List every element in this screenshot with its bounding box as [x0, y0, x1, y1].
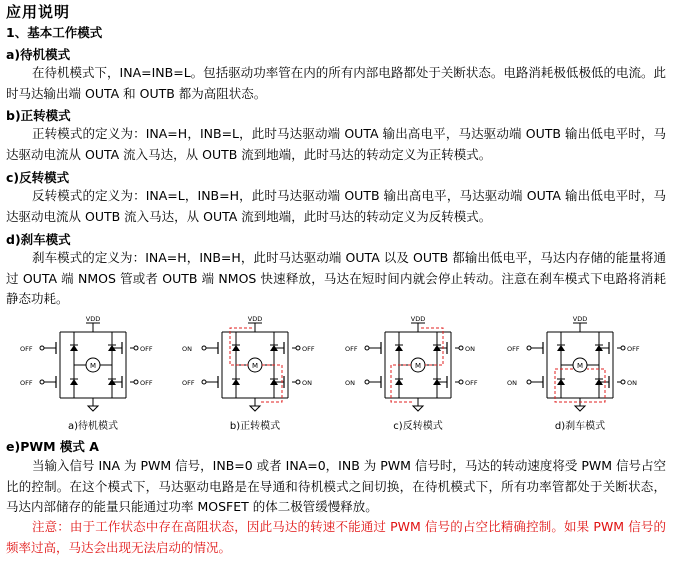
- forward-heading: b)正转模式: [6, 108, 71, 123]
- brake-text: 刹车模式的定义为：INA=H，INB=H，此时马达驱动端 OUTA 以及 OUTB 都输出低电平，马达内存储的能量将通过 OUTA 端 NMOS 管或者 OUTB 端 NMOS 快速释放，马达在短时间内就会停止转动。注意在刹车模式下电路将消耗静态功耗。: [6, 250, 666, 306]
- vdd-label: VDD: [410, 315, 426, 323]
- diagram-caption: d)刹车模式: [554, 421, 606, 432]
- vdd-label: VDD: [572, 315, 588, 323]
- motor-label: M: [251, 362, 259, 370]
- diagram-caption: c)反转模式: [393, 421, 443, 432]
- reverse-heading: c)反转模式: [6, 170, 70, 185]
- pwm-note: 注意：由于工作状态中存在高阻状态，因此马达的转速不能通过 PWM 信号的占空比精确控制。如果 PWM 信号的频率过高，马达会出现无法启动的情况。: [6, 519, 666, 555]
- gate-label-top-right: ON: [465, 345, 475, 353]
- h-bridge-svg: [343, 312, 493, 417]
- vdd-label: VDD: [247, 315, 263, 323]
- gate-label-top-left: ON: [182, 345, 192, 353]
- brake-heading: d)刹车模式: [6, 232, 71, 247]
- motor-label: M: [576, 362, 584, 370]
- forward-text: 正转模式的定义为：INA=H，INB=L，此时马达驱动端 OUTA 输出高电平，马达驱动端 OUTB 输出低电平时，马达驱动电流从 OUTA 流入马达，从 OUTB 流到地端，此时马达的转动定义为正转模式。: [6, 126, 666, 162]
- gate-label-bottom-right: OFF: [465, 379, 478, 387]
- gate-label-top-left: OFF: [20, 345, 33, 353]
- motor-label: M: [414, 362, 422, 370]
- standby-heading: a)待机模式: [6, 47, 71, 62]
- gate-label-bottom-right: ON: [627, 379, 637, 387]
- diagram-caption: b)正转模式: [229, 421, 281, 432]
- gate-label-bottom-right: OFF: [140, 379, 153, 387]
- h-bridge-diagram: [505, 312, 655, 432]
- pwm-text: 当输入信号 INA 为 PWM 信号，INB=0 或者 INA=0，INB 为 PWM 信号时，马达的转动速度将受 PWM 信号占空比的控制。在这个模式下，马达驱动电路是在导通和待机模式之间切换，在待机模式下，所有功率管都处于关断状态，马达内部储存的能量只能通过功率 MOSFET 的体二极管缓慢释放。: [6, 458, 667, 514]
- standby-text: 在待机模式下，INA=INB=L。包括驱动功率管在内的所有内部电路都处于关断状态。电路消耗极低极低的电流。此时马达输出端 OUTA 和 OUTB 都为高阻状态。: [6, 65, 666, 101]
- gate-label-bottom-right: ON: [302, 379, 312, 387]
- h-bridge-diagram: [18, 312, 168, 432]
- vdd-label: VDD: [85, 315, 101, 323]
- ground-icon: [88, 406, 98, 411]
- pwm-heading: e)PWM 模式 A: [6, 439, 99, 454]
- ground-icon: [250, 406, 260, 411]
- section-heading: 1、基本工作模式: [6, 25, 103, 40]
- h-bridge-svg: [505, 312, 655, 417]
- gate-label-bottom-left: ON: [345, 379, 355, 387]
- h-bridge-svg: [180, 312, 330, 417]
- ground-icon: [575, 406, 585, 411]
- gate-label-bottom-left: OFF: [182, 379, 195, 387]
- h-bridge-diagram: [343, 312, 493, 432]
- gate-label-top-left: OFF: [345, 345, 358, 353]
- gate-label-bottom-left: ON: [507, 379, 517, 387]
- h-bridge-diagram: [180, 312, 330, 432]
- gate-label-top-right: OFF: [140, 345, 153, 353]
- h-bridge-svg: [18, 312, 168, 417]
- ground-icon: [413, 406, 423, 411]
- current-path: [555, 369, 605, 402]
- diagram-caption: a)待机模式: [67, 421, 119, 432]
- reverse-text: 反转模式的定义为：INA=L，INB=H，此时马达驱动端 OUTB 输出高电平，马达驱动端 OUTA 输出低电平时，马达驱动电流从 OUTB 流入马达，从 OUTA 流到地端，此时马达的转动定义为反转模式。: [6, 188, 666, 224]
- gate-label-top-right: OFF: [302, 345, 315, 353]
- gate-label-top-left: OFF: [507, 345, 520, 353]
- gate-label-top-right: OFF: [627, 345, 640, 353]
- gate-label-bottom-left: OFF: [20, 379, 33, 387]
- page-title: 应用说明: [6, 3, 71, 21]
- motor-label: M: [89, 362, 97, 370]
